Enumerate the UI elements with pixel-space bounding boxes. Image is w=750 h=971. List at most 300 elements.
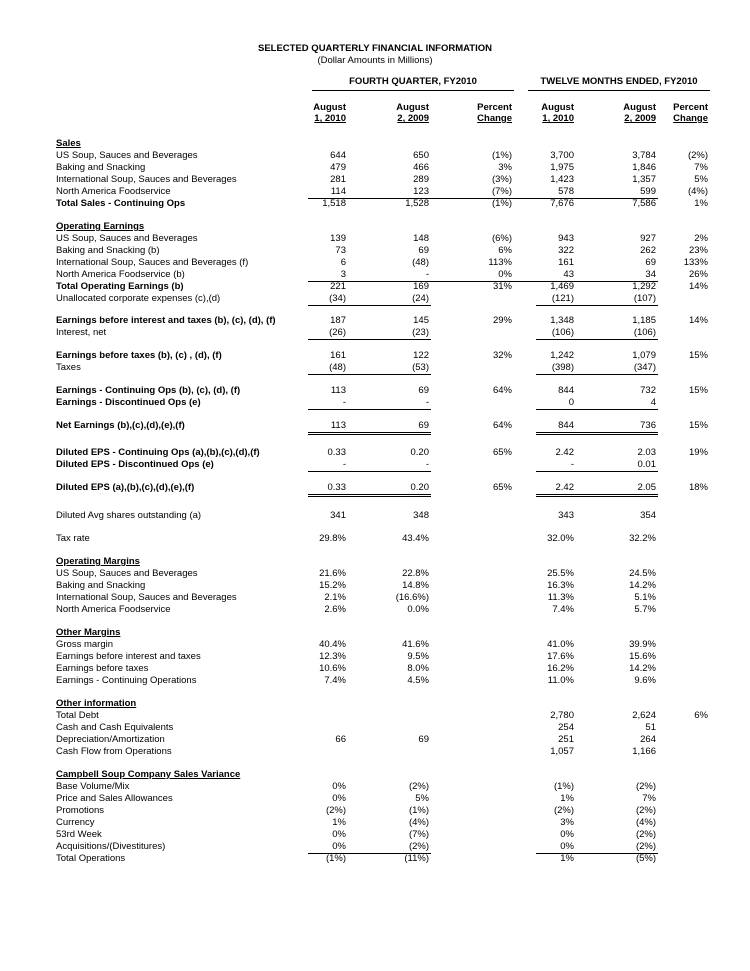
cell-value: (2%) bbox=[553, 805, 574, 816]
cell-value: 5% bbox=[694, 174, 708, 185]
cell-value: 0% bbox=[560, 829, 574, 840]
row-label: Diluted EPS - Continuing Ops (a),(b),(c),(d),(f) bbox=[56, 447, 260, 458]
cell-value: 6% bbox=[694, 710, 708, 721]
cell-value: 0 bbox=[568, 397, 574, 408]
row-label: Cash Flow from Operations bbox=[56, 746, 172, 757]
table-row bbox=[0, 327, 750, 339]
row-label: Baking and Snacking bbox=[56, 162, 146, 173]
cell-value: 1,469 bbox=[550, 281, 574, 292]
cell-value: 16.2% bbox=[547, 663, 574, 674]
cell-value: 0% bbox=[498, 269, 512, 280]
cell-value: 122 bbox=[413, 350, 429, 361]
table-row bbox=[0, 233, 750, 245]
row-label: Operating Margins bbox=[56, 556, 140, 567]
cell-value: 0.0% bbox=[407, 604, 429, 615]
row-label: Base Volume/Mix bbox=[56, 781, 130, 792]
cell-value: 0.20 bbox=[410, 447, 429, 458]
col-header-q-2010: August 1, 2010 bbox=[313, 102, 346, 124]
cell-value: 943 bbox=[558, 233, 574, 244]
cell-value: 32.0% bbox=[547, 533, 574, 544]
cell-value: 34 bbox=[645, 269, 656, 280]
cell-value: - bbox=[425, 269, 429, 280]
table-row bbox=[0, 734, 750, 746]
cell-value: 466 bbox=[413, 162, 429, 173]
cell-value: (3%) bbox=[491, 174, 512, 185]
cell-value: - bbox=[425, 397, 429, 408]
cell-value: (5%) bbox=[635, 853, 656, 864]
cell-value: 7,676 bbox=[550, 198, 574, 209]
row-label: Earnings before taxes (b), (c) , (d), (f) bbox=[56, 350, 222, 361]
cell-value: 25.5% bbox=[547, 568, 574, 579]
table-row bbox=[0, 663, 750, 675]
cell-value: 2.42 bbox=[555, 482, 574, 493]
cell-value: (106) bbox=[551, 327, 574, 338]
row-label: Diluted EPS - Discontinued Ops (e) bbox=[56, 459, 214, 470]
table-row bbox=[0, 269, 750, 281]
cell-value: 1,166 bbox=[632, 746, 656, 757]
cell-value: 187 bbox=[330, 315, 346, 326]
cell-value: 0% bbox=[332, 793, 346, 804]
underline-rule bbox=[308, 374, 431, 375]
row-label: North America Foodservice (b) bbox=[56, 269, 185, 280]
table-row bbox=[0, 350, 750, 362]
table-row bbox=[0, 651, 750, 663]
cell-value: 0.01 bbox=[637, 459, 656, 470]
table-row bbox=[0, 710, 750, 722]
row-label: Earnings before taxes bbox=[56, 663, 149, 674]
report-subtitle: (Dollar Amounts in Millions) bbox=[317, 55, 433, 66]
cell-value: (2%) bbox=[408, 781, 429, 792]
cell-value: - bbox=[342, 459, 346, 470]
table-row bbox=[0, 829, 750, 841]
row-label: Total Sales - Continuing Ops bbox=[56, 198, 186, 209]
table-row bbox=[0, 510, 750, 522]
cell-value: 5.1% bbox=[634, 592, 656, 603]
section-heading bbox=[0, 698, 750, 710]
cell-value: (48) bbox=[329, 362, 346, 373]
cell-value: 0% bbox=[332, 781, 346, 792]
cell-value: 1,057 bbox=[550, 746, 574, 757]
row-label: US Soup, Sauces and Beverages bbox=[56, 233, 198, 244]
cell-value: (2%) bbox=[635, 841, 656, 852]
table-row bbox=[0, 257, 750, 269]
table-row bbox=[0, 580, 750, 592]
cell-value: 5% bbox=[415, 793, 429, 804]
cell-value: (106) bbox=[633, 327, 656, 338]
underline-rule bbox=[308, 471, 431, 472]
cell-value: 3 bbox=[340, 269, 346, 280]
cell-value: 281 bbox=[330, 174, 346, 185]
report-title: SELECTED QUARTERLY FINANCIAL INFORMATION bbox=[258, 43, 492, 54]
cell-value: 2.05 bbox=[637, 482, 656, 493]
table-row bbox=[0, 793, 750, 805]
cell-value: 650 bbox=[413, 150, 429, 161]
cell-value: (121) bbox=[551, 293, 574, 304]
cell-value: 844 bbox=[558, 420, 574, 431]
row-label: Baking and Snacking bbox=[56, 580, 146, 591]
cell-value: 113 bbox=[330, 385, 346, 396]
cell-value: 113 bbox=[330, 420, 346, 431]
group-header-quarter: FOURTH QUARTER, FY2010 bbox=[312, 76, 514, 91]
cell-value: (2%) bbox=[325, 805, 346, 816]
cell-value: 0.33 bbox=[327, 482, 346, 493]
table-row bbox=[0, 781, 750, 793]
row-label: Earnings - Discontinued Ops (e) bbox=[56, 397, 201, 408]
cell-value: 43.4% bbox=[402, 533, 429, 544]
double-underline-rule bbox=[536, 494, 658, 497]
cell-value: 2.42 bbox=[555, 447, 574, 458]
row-label: Interest, net bbox=[56, 327, 107, 338]
underline-rule bbox=[308, 339, 431, 340]
cell-value: (107) bbox=[633, 293, 656, 304]
cell-value: 4.5% bbox=[407, 675, 429, 686]
cell-value: 1,975 bbox=[550, 162, 574, 173]
cell-value: 2.03 bbox=[637, 447, 656, 458]
table-row bbox=[0, 841, 750, 853]
table-row bbox=[0, 397, 750, 409]
row-label: International Soup, Sauces and Beverages (f) bbox=[56, 257, 249, 268]
cell-value: 3% bbox=[560, 817, 574, 828]
cell-value: 4 bbox=[650, 397, 656, 408]
row-label: North America Foodservice bbox=[56, 604, 171, 615]
cell-value: 1,423 bbox=[550, 174, 574, 185]
cell-value: 354 bbox=[640, 510, 656, 521]
col-header-y-2010: August 1, 2010 bbox=[541, 102, 574, 124]
row-label: Currency bbox=[56, 817, 95, 828]
cell-value: 24.5% bbox=[629, 568, 656, 579]
cell-value: 43 bbox=[563, 269, 574, 280]
cell-value: 161 bbox=[558, 257, 574, 268]
cell-value: 69 bbox=[418, 734, 429, 745]
row-label: Taxes bbox=[56, 362, 81, 373]
cell-value: 14.2% bbox=[629, 663, 656, 674]
table-row bbox=[0, 174, 750, 186]
cell-value: 1% bbox=[560, 793, 574, 804]
cell-value: (4%) bbox=[635, 817, 656, 828]
cell-value: 2,780 bbox=[550, 710, 574, 721]
cell-value: 6 bbox=[340, 257, 346, 268]
cell-value: 29.8% bbox=[319, 533, 346, 544]
cell-value: 15.2% bbox=[319, 580, 346, 591]
row-label: North America Foodservice bbox=[56, 186, 171, 197]
table-row bbox=[0, 853, 750, 865]
group-header-twelve-months: TWELVE MONTHS ENDED, FY2010 bbox=[528, 76, 710, 91]
cell-value: (1%) bbox=[491, 198, 512, 209]
row-label: Total Operating Earnings (b) bbox=[56, 281, 184, 292]
cell-value: (6%) bbox=[491, 233, 512, 244]
row-label: Depreciation/Amortization bbox=[56, 734, 165, 745]
cell-value: 1,242 bbox=[550, 350, 574, 361]
cell-value: 2.6% bbox=[324, 604, 346, 615]
table-row bbox=[0, 245, 750, 257]
cell-value: 9.5% bbox=[407, 651, 429, 662]
cell-value: - bbox=[342, 397, 346, 408]
table-row bbox=[0, 604, 750, 616]
table-row bbox=[0, 592, 750, 604]
cell-value: (1%) bbox=[553, 781, 574, 792]
cell-value: (16.6%) bbox=[395, 592, 429, 603]
table-row bbox=[0, 150, 750, 162]
row-label: Diluted EPS (a),(b),(c),(d),(e),(f) bbox=[56, 482, 195, 493]
cell-value: (2%) bbox=[687, 150, 708, 161]
row-label: Sales bbox=[56, 138, 81, 149]
underline-rule bbox=[536, 374, 658, 375]
cell-value: 5.7% bbox=[634, 604, 656, 615]
cell-value: 599 bbox=[640, 186, 656, 197]
cell-value: 732 bbox=[640, 385, 656, 396]
row-label: Promotions bbox=[56, 805, 105, 816]
cell-value: (2%) bbox=[635, 805, 656, 816]
cell-value: 17.6% bbox=[547, 651, 574, 662]
cell-value: 736 bbox=[640, 420, 656, 431]
cell-value: (1%) bbox=[325, 853, 346, 864]
cell-value: 1,348 bbox=[550, 315, 574, 326]
row-label: Gross margin bbox=[56, 639, 114, 650]
cell-value: 32.2% bbox=[629, 533, 656, 544]
cell-value: 69 bbox=[418, 245, 429, 256]
section-heading bbox=[0, 627, 750, 639]
cell-value: (347) bbox=[633, 362, 656, 373]
row-label: Earnings before interest and taxes (b), (c), (d), (f) bbox=[56, 315, 276, 326]
cell-value: 73 bbox=[335, 245, 346, 256]
underline-rule bbox=[536, 409, 658, 410]
table-row bbox=[0, 722, 750, 734]
double-underline-rule bbox=[536, 432, 658, 435]
cell-value: 26% bbox=[688, 269, 708, 280]
cell-value: 7% bbox=[694, 162, 708, 173]
cell-value: (34) bbox=[329, 293, 346, 304]
cell-value: 1% bbox=[332, 817, 346, 828]
cell-value: 262 bbox=[640, 245, 656, 256]
cell-value: (398) bbox=[551, 362, 574, 373]
cell-value: 9.6% bbox=[634, 675, 656, 686]
cell-value: 41.0% bbox=[547, 639, 574, 650]
cell-value: (26) bbox=[329, 327, 346, 338]
row-label: US Soup, Sauces and Beverages bbox=[56, 150, 198, 161]
cell-value: 0% bbox=[560, 841, 574, 852]
row-label: 53rd Week bbox=[56, 829, 102, 840]
underline-rule bbox=[308, 198, 658, 199]
cell-value: 14.2% bbox=[629, 580, 656, 591]
cell-value: 1,079 bbox=[632, 350, 656, 361]
row-label: Acquisitions/(Divestitures) bbox=[56, 841, 166, 852]
row-label: Other Margins bbox=[56, 627, 121, 638]
cell-value: (4%) bbox=[687, 186, 708, 197]
cell-value: 139 bbox=[330, 233, 346, 244]
cell-value: 0.20 bbox=[410, 482, 429, 493]
cell-value: (1%) bbox=[491, 150, 512, 161]
row-label: Earnings before interest and taxes bbox=[56, 651, 201, 662]
cell-value: 0% bbox=[332, 829, 346, 840]
cell-value: 15% bbox=[688, 385, 708, 396]
cell-value: 64% bbox=[492, 420, 512, 431]
table-row bbox=[0, 805, 750, 817]
row-label: Unallocated corporate expenses (c),(d) bbox=[56, 293, 221, 304]
cell-value: 348 bbox=[413, 510, 429, 521]
cell-value: 3,784 bbox=[632, 150, 656, 161]
cell-value: 7.4% bbox=[324, 675, 346, 686]
cell-value: 16.3% bbox=[547, 580, 574, 591]
cell-value: 148 bbox=[413, 233, 429, 244]
table-row bbox=[0, 675, 750, 687]
row-label: International Soup, Sauces and Beverages bbox=[56, 592, 237, 603]
table-row bbox=[0, 639, 750, 651]
cell-value: 11.0% bbox=[547, 675, 574, 686]
cell-value: (2%) bbox=[408, 841, 429, 852]
cell-value: 8.0% bbox=[407, 663, 429, 674]
row-label: Operating Earnings bbox=[56, 221, 145, 232]
underline-rule bbox=[308, 409, 431, 410]
row-label: Diluted Avg shares outstanding (a) bbox=[56, 510, 202, 521]
cell-value: 123 bbox=[413, 186, 429, 197]
underline-rule bbox=[536, 305, 658, 306]
cell-value: 22.8% bbox=[402, 568, 429, 579]
row-label: International Soup, Sauces and Beverages bbox=[56, 174, 237, 185]
cell-value: (23) bbox=[412, 327, 429, 338]
cell-value: - bbox=[570, 459, 574, 470]
table-row bbox=[0, 186, 750, 198]
cell-value: 11.3% bbox=[547, 592, 574, 603]
underline-rule bbox=[308, 305, 431, 306]
cell-value: 161 bbox=[330, 350, 346, 361]
cell-value: (2%) bbox=[635, 781, 656, 792]
table-row bbox=[0, 568, 750, 580]
cell-value: 31% bbox=[492, 281, 512, 292]
cell-value: 169 bbox=[413, 281, 429, 292]
table-row bbox=[0, 293, 750, 305]
cell-value: (4%) bbox=[408, 817, 429, 828]
cell-value: 221 bbox=[330, 281, 346, 292]
cell-value: 40.4% bbox=[319, 639, 346, 650]
table-row bbox=[0, 281, 750, 293]
table-row bbox=[0, 817, 750, 829]
cell-value: (11%) bbox=[404, 853, 429, 864]
cell-value: 578 bbox=[558, 186, 574, 197]
cell-value: 1,185 bbox=[632, 315, 656, 326]
cell-value: 32% bbox=[492, 350, 512, 361]
row-label: Total Operations bbox=[56, 853, 126, 864]
underline-rule bbox=[536, 853, 658, 854]
cell-value: 2.1% bbox=[324, 592, 346, 603]
cell-value: 69 bbox=[645, 257, 656, 268]
row-label: Tax rate bbox=[56, 533, 90, 544]
cell-value: 844 bbox=[558, 385, 574, 396]
table-row bbox=[0, 533, 750, 545]
cell-value: 1,528 bbox=[405, 198, 429, 209]
cell-value: 29% bbox=[492, 315, 512, 326]
cell-value: 41.6% bbox=[402, 639, 429, 650]
cell-value: 644 bbox=[330, 150, 346, 161]
col-header-q-2009: August 2, 2009 bbox=[396, 102, 429, 124]
cell-value: 1,357 bbox=[632, 174, 656, 185]
cell-value: 251 bbox=[558, 734, 574, 745]
cell-value: 14.8% bbox=[402, 580, 429, 591]
cell-value: 69 bbox=[418, 420, 429, 431]
row-label: Net Earnings (b),(c),(d),(e),(f) bbox=[56, 420, 185, 431]
cell-value: 113% bbox=[488, 257, 512, 268]
cell-value: (7%) bbox=[491, 186, 512, 197]
cell-value: 12.3% bbox=[319, 651, 346, 662]
cell-value: 1,292 bbox=[632, 281, 656, 292]
cell-value: 114 bbox=[330, 186, 346, 197]
cell-value: (1%) bbox=[408, 805, 429, 816]
cell-value: 7% bbox=[642, 793, 656, 804]
cell-value: 479 bbox=[330, 162, 346, 173]
cell-value: 322 bbox=[558, 245, 574, 256]
cell-value: 66 bbox=[335, 734, 346, 745]
table-row bbox=[0, 420, 750, 432]
table-row bbox=[0, 746, 750, 758]
cell-value: 14% bbox=[688, 315, 708, 326]
cell-value: 1% bbox=[694, 198, 708, 209]
cell-value: 18% bbox=[688, 482, 708, 493]
row-label: Other information bbox=[56, 698, 137, 709]
cell-value: 3% bbox=[498, 162, 512, 173]
cell-value: 133% bbox=[683, 257, 708, 268]
cell-value: 2,624 bbox=[632, 710, 656, 721]
cell-value: 1,518 bbox=[322, 198, 346, 209]
cell-value: (2%) bbox=[635, 829, 656, 840]
cell-value: 1% bbox=[560, 853, 574, 864]
cell-value: 15.6% bbox=[629, 651, 656, 662]
section-heading bbox=[0, 138, 750, 150]
section-heading bbox=[0, 556, 750, 568]
cell-value: 254 bbox=[558, 722, 574, 733]
underline-rule bbox=[308, 281, 658, 282]
cell-value: 64% bbox=[492, 385, 512, 396]
row-label: Baking and Snacking (b) bbox=[56, 245, 160, 256]
cell-value: 39.9% bbox=[629, 639, 656, 650]
cell-value: 3,700 bbox=[550, 150, 574, 161]
cell-value: 0.33 bbox=[327, 447, 346, 458]
double-underline-rule bbox=[308, 494, 431, 497]
cell-value: 0% bbox=[332, 841, 346, 852]
row-label: Earnings - Continuing Operations bbox=[56, 675, 197, 686]
table-row bbox=[0, 482, 750, 494]
cell-value: 264 bbox=[640, 734, 656, 745]
cell-value: 927 bbox=[640, 233, 656, 244]
table-row bbox=[0, 385, 750, 397]
cell-value: 343 bbox=[558, 510, 574, 521]
cell-value: 7.4% bbox=[552, 604, 574, 615]
double-underline-rule bbox=[308, 432, 431, 435]
underline-rule bbox=[308, 853, 431, 854]
cell-value: 10.6% bbox=[319, 663, 346, 674]
cell-value: 65% bbox=[492, 482, 512, 493]
cell-value: 19% bbox=[688, 447, 708, 458]
cell-value: 145 bbox=[413, 315, 429, 326]
cell-value: 15% bbox=[688, 350, 708, 361]
row-label: Total Debt bbox=[56, 710, 99, 721]
row-label: Cash and Cash Equivalents bbox=[56, 722, 174, 733]
cell-value: 21.6% bbox=[319, 568, 346, 579]
cell-value: 6% bbox=[498, 245, 512, 256]
table-row bbox=[0, 447, 750, 459]
underline-rule bbox=[536, 471, 658, 472]
cell-value: (24) bbox=[412, 293, 429, 304]
cell-value: 7,586 bbox=[632, 198, 656, 209]
underline-rule bbox=[536, 339, 658, 340]
row-label: Price and Sales Allowances bbox=[56, 793, 173, 804]
table-row bbox=[0, 198, 750, 210]
cell-value: (53) bbox=[412, 362, 429, 373]
cell-value: 65% bbox=[492, 447, 512, 458]
row-label: Campbell Soup Company Sales Variance bbox=[56, 769, 241, 780]
table-row bbox=[0, 459, 750, 471]
cell-value: 289 bbox=[413, 174, 429, 185]
table-row bbox=[0, 162, 750, 174]
table-row bbox=[0, 362, 750, 374]
